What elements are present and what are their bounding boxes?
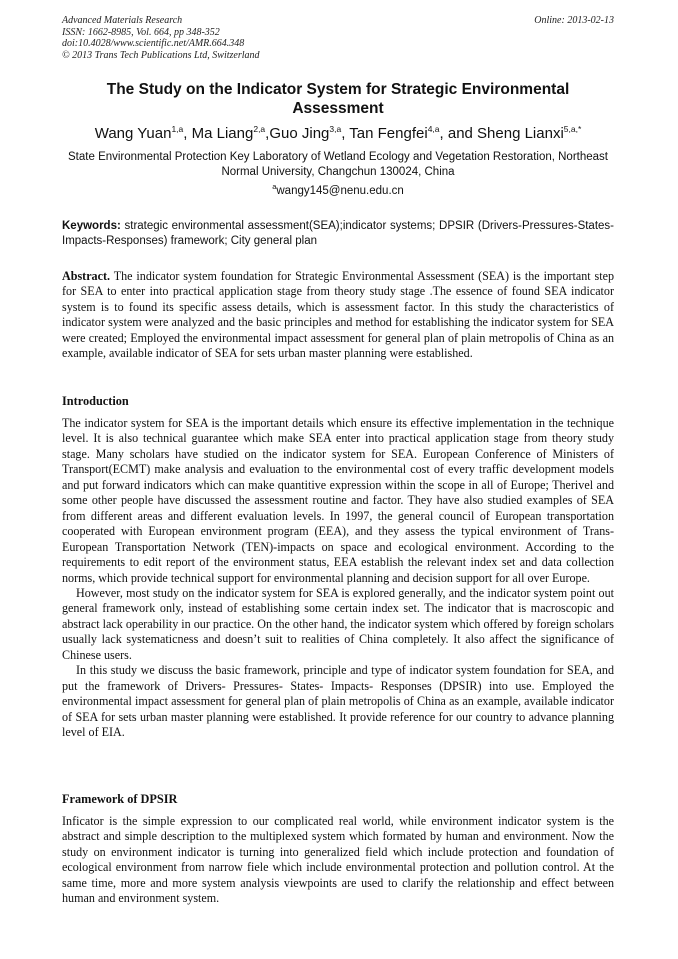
author-affiliation-mark: 4,a: [427, 124, 440, 134]
author-separator: ,: [183, 125, 192, 142]
author-name: Guo Jing: [269, 125, 330, 142]
abstract-label: Abstract.: [62, 269, 111, 283]
journal-name: Advanced Materials Research: [62, 15, 183, 26]
paragraph: However, most study on the indicator system for SEA is explored generally, and the indicator system point out general framework only, instead of establishing some certain index set. The indicator that is macroscopic and abstract lack operability in our practice. On the other hand, the indicator system which offered by foreign scholars usually lack systematicness and doesn’t suit to realities of China completely. It also affect the significance of Chinese users.: [62, 585, 614, 662]
author-name: Wang Yuan: [94, 125, 172, 142]
author-separator: ,: [265, 125, 270, 142]
abstract: [62, 269, 614, 362]
author-separator: ,: [341, 125, 350, 142]
affiliation: State Environmental Protection Key Laboratory of Wetland Ecology and Vegetation Restoration, Northeast Normal University, Changchun 130024, China: [68, 151, 608, 178]
section-heading-introduction: Introduction: [62, 394, 129, 408]
keywords: [62, 219, 614, 249]
author-name: Tan Fengfei: [349, 125, 428, 142]
copyright-line: © 2013 Trans Tech Publications Ltd, Switzerland: [62, 49, 260, 61]
author-name: Ma Liang: [191, 125, 254, 142]
author-list: [62, 124, 614, 144]
online-date: Online: 2013-02-13: [534, 15, 614, 26]
keywords-label: Keywords:: [62, 220, 121, 232]
author-affiliation-mark: 3,a: [329, 124, 342, 134]
author-affiliation-mark: 2,a: [253, 124, 266, 134]
paragraph: Inficator is the simple expression to our complicated real world, while environment indicator system is the abstract and simple description to the multiplexed system which formated by human and environment. Now the study on environment indicator is turning into generalized field which include protection and foundation of ecological environment from narrow fiele which include environmental protection and pollution control. At the same time, more and more system analysis viewpoints are used to clarify the relationship and effect between human and environment system.: [62, 814, 614, 906]
paragraph: In this study we discuss the basic framework, principle and type of indicator system foundation for SEA, and put the framework of Drivers- Pressures- States- Impacts- Responses (DPSIR) into use. Employed the environmental impact assessment for general plan of plain metropolis of China as an example, available indicator of SEA for sets urban master planning were established. It provide reference for our country to advance planning level of EIA.: [62, 663, 614, 740]
author-affiliation-mark: 5,a,*: [563, 124, 582, 134]
author-email: [62, 184, 614, 199]
author-name: Sheng Lianxi: [477, 125, 564, 142]
author-separator: , and: [439, 125, 478, 142]
paragraph: The indicator system for SEA is the important details which ensure its effective implementation in the technique level. It is also technical guarantee which make SEA enter into practical application stage from theory study stage. Many scholars have studied on the indicator system for SEA. European Conference of Ministers of Transport(ECMT) make analysis and evaluation to the environmental cost of every traffic development models and put forward indicators which can make quantitive expression within the scope in all of Europe; Therivel and some other people have discussed the assessment routine and factor. They have also studied examples of SEA from different areas and different evaluation levels. In 1997, the general council of European transportation cooperated with European environment program (EEA), and they assess the typical environment of Trans-European Transportation Network (TEN)-impacts on space and ecological environment. According to the requirements to edit report of the environment status, EEA establish the relevant index set and data collection norms, which provide technical support for environmental planning and decision support for all over Europe.: [62, 416, 614, 585]
journal-metadata: [62, 15, 614, 61]
keywords-text: strategic environmental assessment(SEA);indicator systems; DPSIR (Drivers-Pressures-States-Impacts-Responses) framework; City general plan: [62, 220, 614, 247]
issn-line: ISSN: 1662-8985, Vol. 664, pp 348-352: [62, 26, 220, 38]
email-address[interactable]: wangy145@nenu.edu.cn: [276, 185, 404, 197]
paper-title: The Study on the Indicator System for Strategic Environmental Assessment: [106, 81, 570, 117]
doi-link[interactable]: doi:10.4028/www.scientific.net/AMR.664.348: [62, 38, 245, 49]
email-mark: a: [272, 182, 277, 191]
abstract-text: The indicator system foundation for Strategic Environmental Assessment (SEA) is the important step for SEA to enter into practical application stage from theory study stage .The essence of found SEA indicator system is to found its specific assess details, which is assessment factor. In this study the characteristics of indicator system were analyzed and the basic principles and method for establishing the indicator system for SEA were created; Employed the environmental impact assessment for general plan of plain metropolis of China as an example, available indicator of SEA for sets urban master planning were established.: [62, 269, 614, 361]
author-affiliation-mark: 1,a: [171, 124, 184, 134]
section-heading-framework: Framework of DPSIR: [62, 792, 178, 806]
framework-section: [62, 814, 614, 907]
introduction-section: [62, 416, 614, 741]
